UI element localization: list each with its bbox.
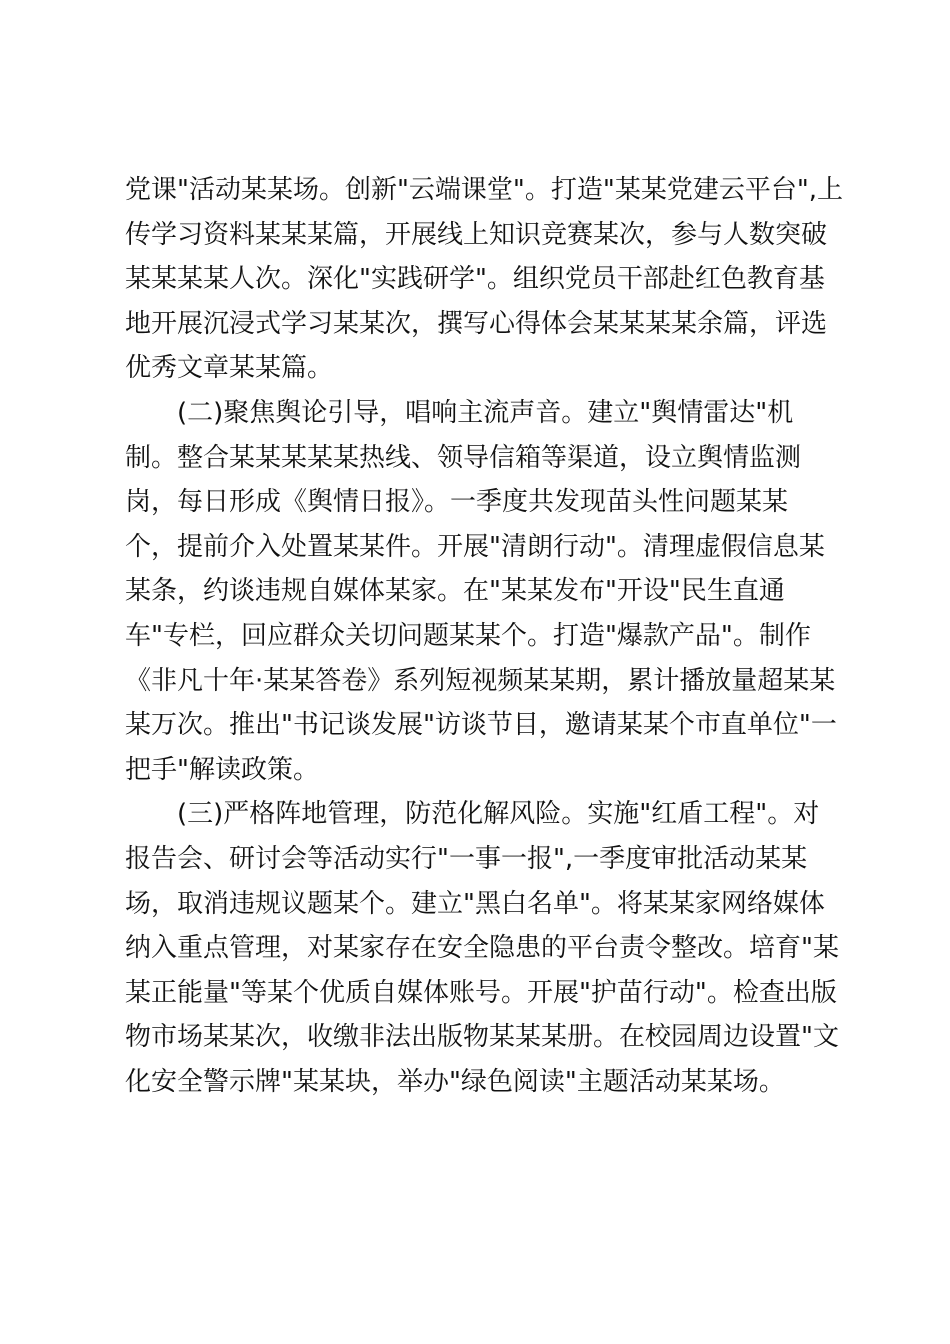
text-line: 某正能量"等某个优质自媒体账号。开展"护苗行动"。检查出版 [125,977,837,1008]
text-line: (二)聚焦舆论引导，唱响主流声音。建立"舆情雷达"机 [177,397,794,428]
text-line: (三)严格阵地管理，防范化解风险。实施"红盾工程"。对 [177,799,820,830]
text-line: 地开展沉浸式学习某某次，撰写心得体会某某某某余篇，评选 [125,308,828,339]
paragraph-3 [125,792,839,1104]
paragraph-1 [125,168,844,391]
text-line: 传学习资料某某某篇，开展线上知识竞赛某次，参与人数突破 [125,219,828,250]
text-line: 车"专栏，回应群众关切问题某某个。打造"爆款产品"。制作 [125,620,811,651]
text-line: 某某某某人次。深化"实践研学"。组织党员干部赴红色教育基 [125,264,825,295]
text-line: 某条，约谈违规自媒体某家。在"某某发布"开设"民生直通 [125,576,785,607]
text-line: 某万次。推出"书记谈发展"访谈节目，邀请某某个市直单位"一 [125,710,837,741]
text-line: 把手"解读政策。 [125,754,319,785]
paragraph-2 [125,391,835,792]
text-line: 党课"活动某某场。创新"云端课堂"。打造"某某党建云平台",上 [125,175,844,205]
text-line: 制。整合某某某某某热线、领导信箱等渠道，设立舆情监测 [125,442,802,473]
text-line: 化安全警示牌"某某块，举办"绿色阅读"主题活动某某场。 [125,1066,785,1097]
text-line: 个，提前介入处置某某件。开展"清朗行动"。清理虚假信息某 [125,531,825,562]
text-line: 报告会、研讨会等活动实行"一事一报",一季度审批活动某某 [125,843,808,874]
text-line: 物市场某某次，收缴非法出版物某某某册。在校园周边设置"文 [125,1022,839,1053]
text-line: 优秀文章某某篇。 [125,353,334,384]
document-body [125,168,844,1104]
text-line: 岗，每日形成《舆情日报》。一季度共发现苗头性问题某某 [125,487,789,518]
text-line: 《非凡十年·某某答卷》系列短视频某某期，累计播放量超某某 [125,665,836,696]
text-line: 场，取消违规议题某个。建立"黑白名单"。将某某家网络媒体 [125,888,825,919]
text-line: 纳入重点管理，对某家存在安全隐患的平台责令整改。培育"某 [125,933,839,964]
